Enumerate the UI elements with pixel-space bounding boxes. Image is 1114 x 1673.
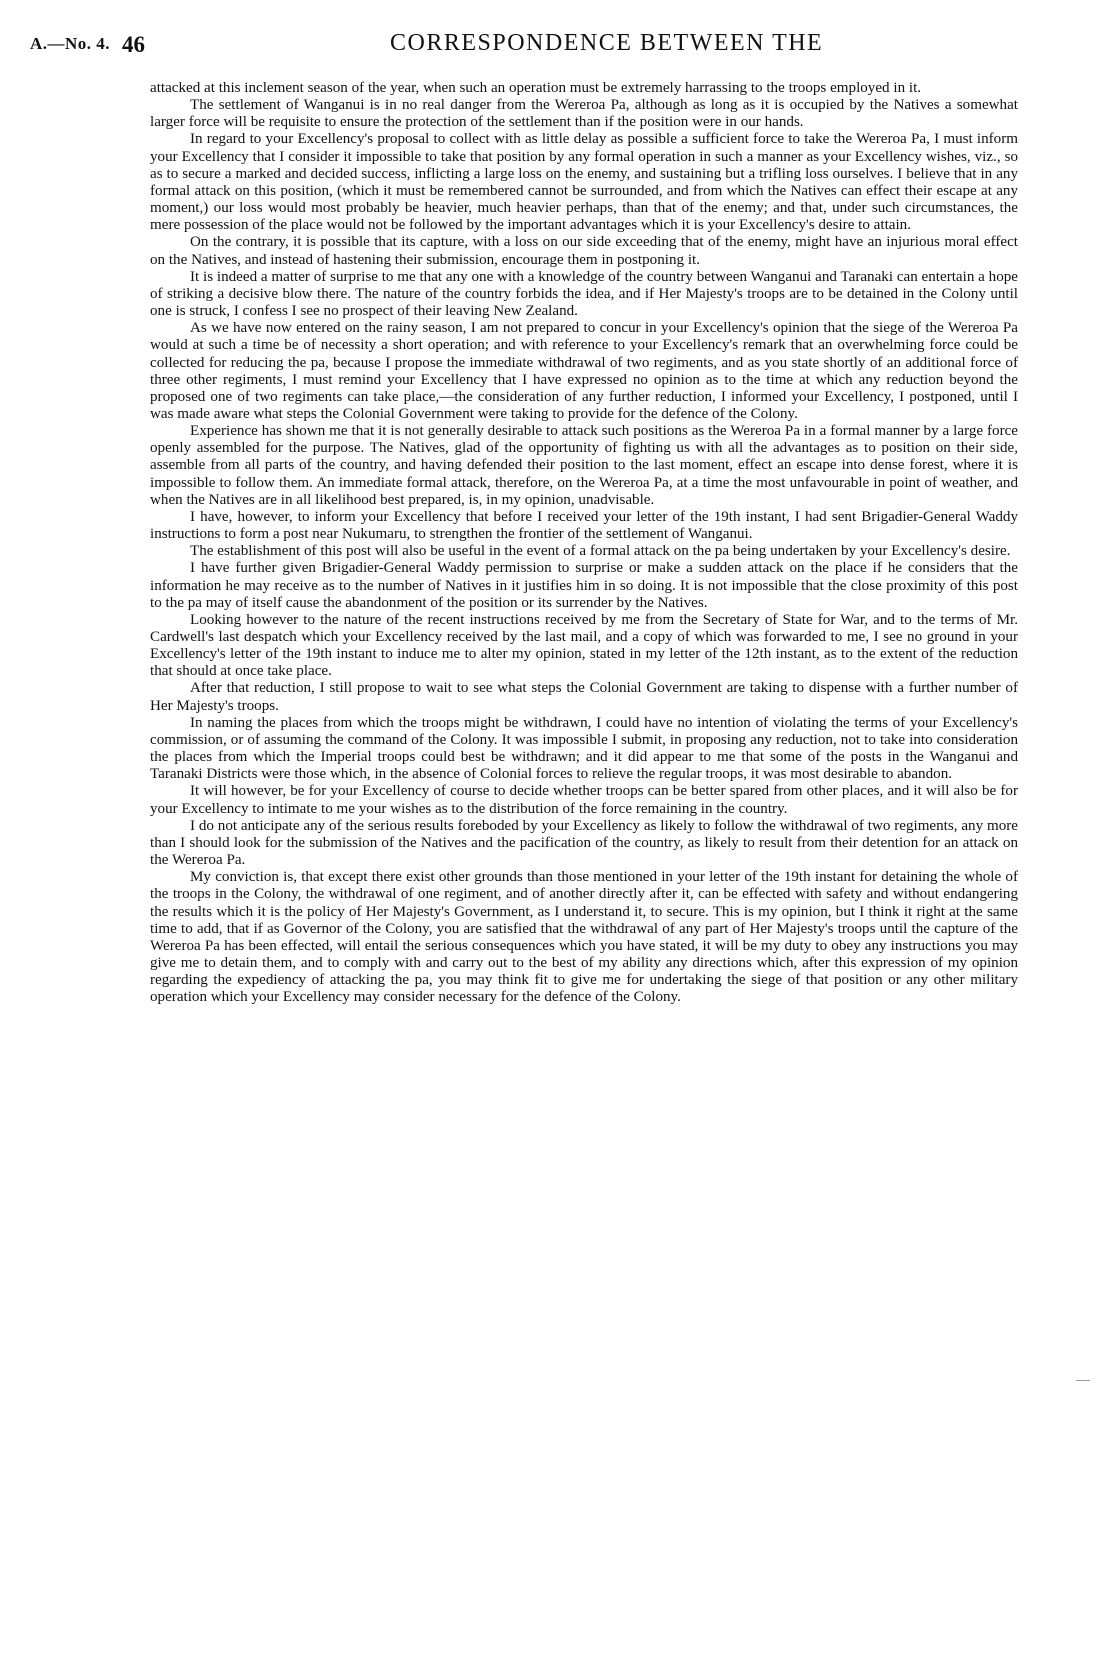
paragraph: I do not anticipate any of the serious results foreboded by your Excellency as likely to follow the withdrawal of two regiments, any more than I should look for the submission of the Natives and the pacification of the country, as likely to result from their detention for an attack on the Wereroa Pa.	[150, 817, 1018, 869]
paragraph: My conviction is, that except there exist other grounds than those mentioned in your letter of the 19th instant for detaining the whole of the troops in the Colony, the withdrawal of one regiment, and of another directly after it, can be effected with safety and without endangering the results which it is the policy of Her Majesty's Government, as I understand it, to secure. This is my opinion, but I think it right at the same time to add, that if as Governor of the Colony, you are satisfied that the withdrawal of any part of Her Majesty's troops until the capture of the Wereroa Pa has been effected, will entail the serious consequences which you have stated, it will be my duty to obey any instructions you may give me to detain them, and to comply with and carry out to the best of my ability any directions which, after this expression of my opinion regarding the expediency of attacking the pa, you may think fit to give me for undertaking the siege of that position or any other military operation which your Excellency may consider necessary for the defence of the Colony.	[150, 869, 1018, 1006]
paragraph: As we have now entered on the rainy season, I am not prepared to concur in your Excellency's opinion that the siege of the Wereroa Pa would at such a time be of necessity a short operation; and with reference to your Excellency's remark that an overwhelming force could be collected for reducing the pa, because I propose the immediate withdrawal of two regiments, and as you state shortly of an additional force of three other regiments, I must remind your Excellency that I have expressed no opinion as to the time at which any reduction beyond the proposed one of two regiments can take place,—the consideration of any further reduction, I informed your Excellency, I postponed, until I was made aware what steps the Colonial Government were taking to provide for the defence of the Colony.	[150, 320, 1018, 422]
paragraph: Looking however to the nature of the recent instructions received by me from the Secretary of State for War, and to the terms of Mr. Cardwell's last despatch which your Excellency received by the last mail, and a copy of which was forwarded to me, I see no ground in your Excellency's letter of the 19th instant to induce me to alter my opinion, stated in my letter of the 12th instant, as to the extent of the reduction that should at once take place.	[150, 611, 1018, 680]
paragraph: On the contrary, it is possible that its capture, with a loss on our side exceeding that of the enemy, might have an injurious moral effect on the Natives, and instead of hastening their submission, encourage them in postponing it.	[150, 234, 1018, 268]
paragraph: The establishment of this post will also be useful in the event of a formal attack on the pa being undertaken by your Excellency's desire.	[190, 543, 1011, 560]
running-title: CORRESPONDENCE BETWEEN THE	[390, 30, 824, 56]
paragraph: In naming the places from which the troops might be withdrawn, I could have no intention of violating the terms of your Excellency's commission, or of assuming the command of the Colony. It was impossible I submit, in proposing any reduction, not to take into consideration the places from which the Imperial troops could best be withdrawn; and it did appear to me that some of the posts in the Wanganui and Taranaki Districts were those which, in the absence of Colonial forces to relieve the regular troops, it was most desirable to abandon.	[150, 714, 1018, 783]
paragraph: The settlement of Wanganui is in no real danger from the Wereroa Pa, although as long as it is occupied by the Natives a somewhat larger force will be requisite to ensure the protection of the settlement than if the position were in our hands.	[150, 97, 1018, 131]
paragraph: It is indeed a matter of surprise to me that any one with a knowledge of the country between Wanganui and Taranaki can entertain a hope of striking a decisive blow there. The nature of the country forbids the idea, and if Her Majesty's troops are to be detained in the Colony until one is struck, I confess I see no prospect of their leaving New Zealand.	[150, 268, 1018, 320]
page-number: 46	[122, 32, 145, 57]
page-header	[30, 30, 1030, 64]
document-number: A.—No. 4.	[30, 34, 111, 53]
paragraph: I have, however, to inform your Excellency that before I received your letter of the 19th instant, I had sent Brigadier-General Waddy instructions to form a post near Nukumaru, to strengthen the frontier of the settlement of Wanganui.	[150, 508, 1018, 543]
paragraph: It will however, be for your Excellency of course to decide whether troops can be better spared from other places, and it will also be for your Excellency to intimate to me your wishes as to the distribution of the force remaining in the country.	[150, 783, 1018, 817]
margin-rule	[1076, 1380, 1090, 1381]
letter-body	[150, 80, 1018, 1006]
paragraph: Experience has shown me that it is not generally desirable to attack such positions as the Wereroa Pa in a formal manner by a large force openly assembled for the purpose. The Natives, glad of the opportunity of fighting us with all the advantages as to position on their side, assemble from all parts of the country, and having defended their position to the last moment, effect an escape into dense forest, where it is impossible to follow them. An immediate formal attack, therefore, on the Wereroa Pa, at a time the most unfavourable in point of weather, and when the Natives are in all likelihood best prepared, is, in my opinion, unadvisable.	[150, 423, 1018, 508]
paragraph: After that reduction, I still propose to wait to see what steps the Colonial Government are taking to dispense with a further number of Her Majesty's troops.	[150, 680, 1018, 714]
paragraph: attacked at this inclement season of the year, when such an operation must be extremely harrassing to the troops employed in it.	[150, 80, 922, 96]
paragraph: In regard to your Excellency's proposal to collect with as little delay as possible a sufficient force to take the Wereroa Pa, I must inform your Excellency that I consider it impossible to take that position by any formal operation in such a manner as your Excellency wishes, viz., so as to secure a marked and decided success, inflicting a large loss on the enemy, and sustaining but a trifling loss ourselves. I believe that in any formal attack on this position, (which it must be remembered cannot be surrounded, and from which the Natives can effect their escape at any moment,) our loss would most probably be heavier, much heavier perhaps, than that of the enemy; and that, under such circumstances, the mere possession of the place would not be followed by the important advantages which it is your Excellency's desire to attain.	[150, 131, 1018, 234]
paragraph: I have further given Brigadier-General Waddy permission to surprise or make a sudden attack on the place if he considers that the information he may receive as to the number of Natives in it justifies him in so doing. It is not impossible that the close proximity of this post to the pa may of itself cause the abandonment of the position or its surrender by the Natives.	[150, 560, 1018, 611]
